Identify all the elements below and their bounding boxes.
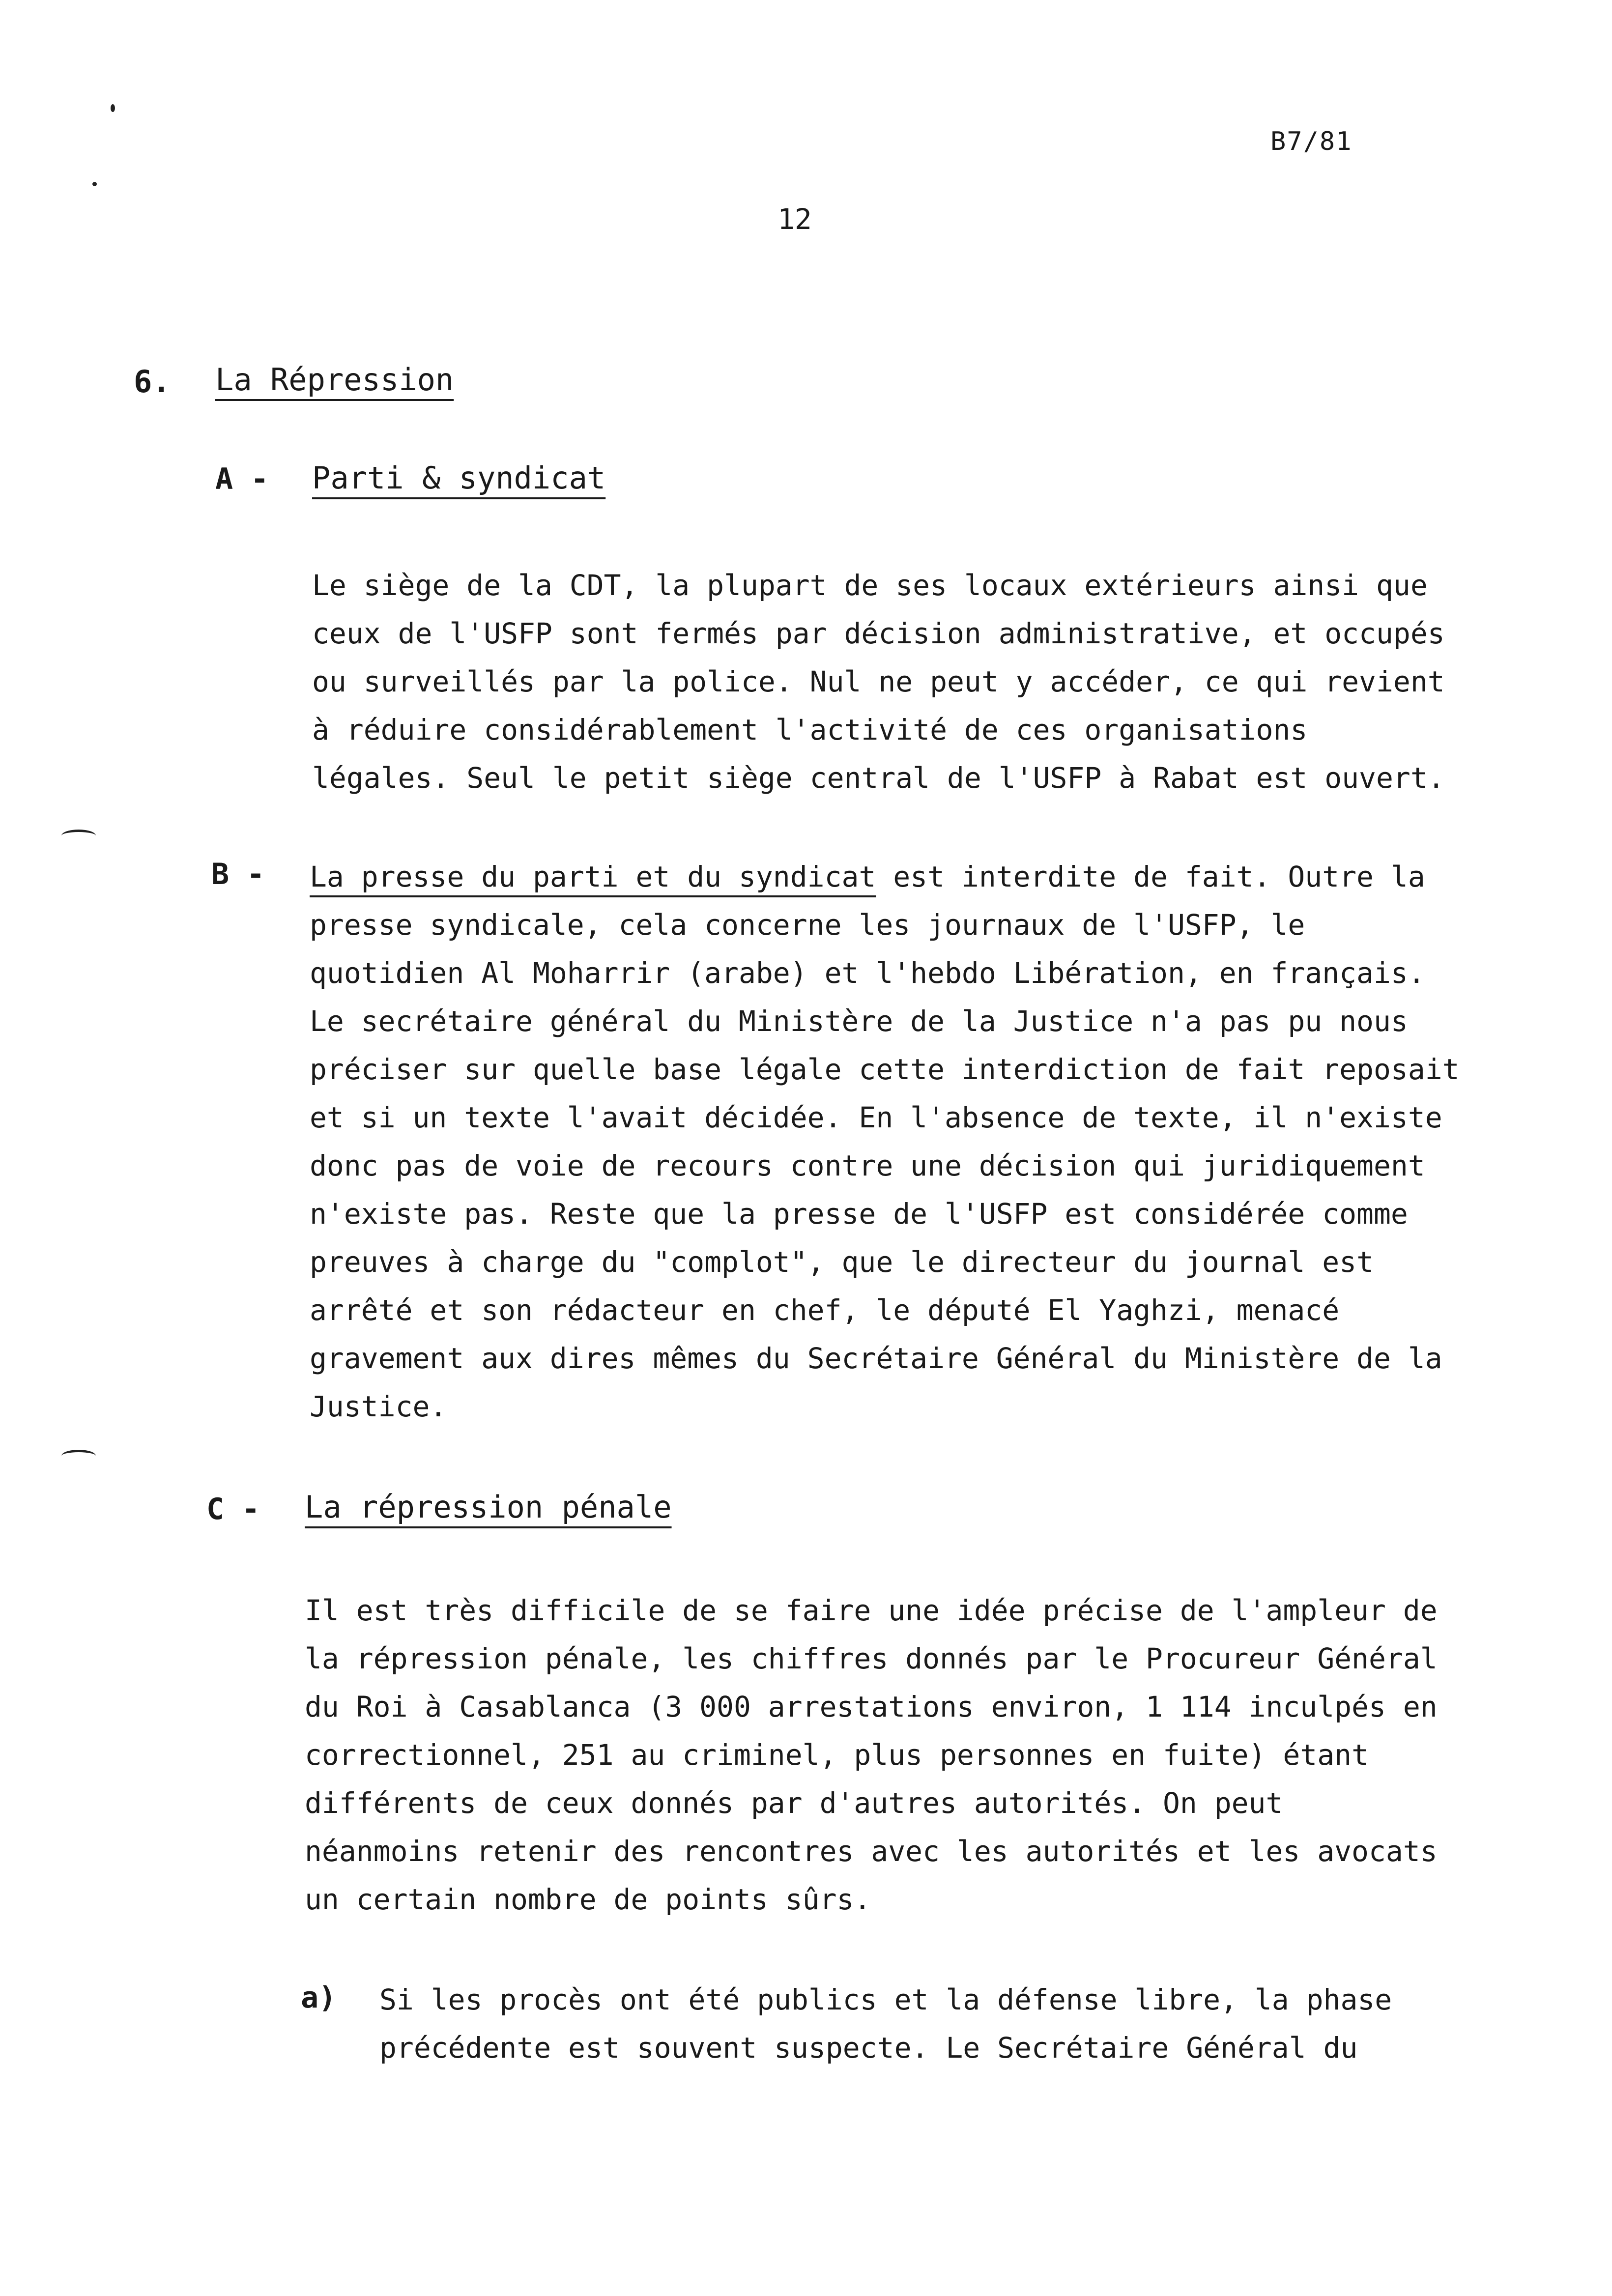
first-line-rest: est interdite de fait. Outre la <box>876 860 1425 893</box>
paragraph-line: préciser sur quelle base légale cette interdiction de fait reposait <box>310 1053 1460 1086</box>
item-a-label: a) <box>301 1980 337 2015</box>
paragraph-line: quotidien Al Moharrir (arabe) et l'hebdo Libération, en français. <box>310 956 1425 990</box>
paragraph-line: néanmoins retenir des rencontres avec les autorités et les avocats <box>305 1835 1438 1868</box>
subsection-a-paragraph <box>312 561 1445 802</box>
paragraph-line: ou surveillés par la police. Nul ne peut y accéder, ce qui revient <box>312 665 1445 698</box>
paragraph-line: différents de ceux donnés par d'autres autorités. On peut <box>305 1786 1283 1820</box>
margin-mark <box>61 1450 96 1462</box>
subsection-b-paragraph <box>310 853 1460 1431</box>
paragraph-line: précédente est souvent suspecte. Le Secrétaire Général du <box>379 2031 1358 2065</box>
paragraph-line: preuves à charge du "complot", que le directeur du journal est <box>310 1245 1374 1279</box>
paragraph-line: Si les procès ont été publics et la défense libre, la phase <box>379 1983 1392 2016</box>
page-number: 12 <box>777 202 812 236</box>
subsection-b-heading: La presse du parti et du syndicat <box>310 860 876 893</box>
paragraph-line: légales. Seul le petit siège central de l'USFP à Rabat est ouvert. <box>312 761 1445 795</box>
paragraph-line: à réduire considérablement l'activité de ces organisations <box>312 713 1308 746</box>
section-title: La Répression <box>215 362 454 398</box>
paragraph-line: ceux de l'USFP sont fermés par décision administrative, et occupés <box>312 617 1445 650</box>
subsection-c-label: C - <box>206 1492 260 1526</box>
scan-speck <box>92 182 97 186</box>
paragraph-first-line <box>310 853 1460 901</box>
subsection-a-label: A - <box>215 462 269 496</box>
scan-speck <box>111 104 115 112</box>
section-number: 6. <box>134 364 171 400</box>
paragraph-line: du Roi à Casablanca (3 000 arrestations environ, 1 114 inculpés en <box>305 1690 1438 1723</box>
paragraph-line: Justice. <box>310 1390 447 1423</box>
paragraph-line: gravement aux dires mêmes du Secrétaire Général du Ministère de la <box>310 1342 1442 1375</box>
margin-mark <box>61 830 96 842</box>
subsection-b-label: B - <box>211 857 265 891</box>
paragraph-line: Le siège de la CDT, la plupart de ses locaux extérieurs ainsi que <box>312 569 1428 602</box>
document-reference: B7/81 <box>1270 127 1353 156</box>
paragraph-line: donc pas de voie de recours contre une décision qui juridiquement <box>310 1149 1425 1182</box>
subsection-c-paragraph <box>305 1586 1438 1923</box>
paragraph-line: la répression pénale, les chiffres donnés par le Procureur Général <box>305 1642 1438 1675</box>
item-a-paragraph <box>379 1976 1392 2072</box>
paragraph-line: presse syndicale, cela concerne les journaux de l'USFP, le <box>310 908 1305 942</box>
paragraph-line: un certain nombre de points sûrs. <box>305 1883 871 1916</box>
subsection-c-heading: La répression pénale <box>305 1489 672 1525</box>
paragraph-line: Le secrétaire général du Ministère de la Justice n'a pas pu nous <box>310 1004 1408 1038</box>
subsection-a-heading: Parti & syndicat <box>312 460 606 496</box>
paragraph-line: arrêté et son rédacteur en chef, le député El Yaghzi, menacé <box>310 1293 1340 1327</box>
paragraph-line: n'existe pas. Reste que la presse de l'USFP est considérée comme <box>310 1197 1408 1231</box>
paragraph-line: correctionnel, 251 au criminel, plus personnes en fuite) étant <box>305 1738 1369 1772</box>
paragraph-line: Il est très difficile de se faire une idée précise de l'ampleur de <box>305 1594 1438 1627</box>
paragraph-line: et si un texte l'avait décidée. En l'absence de texte, il n'existe <box>310 1101 1442 1134</box>
